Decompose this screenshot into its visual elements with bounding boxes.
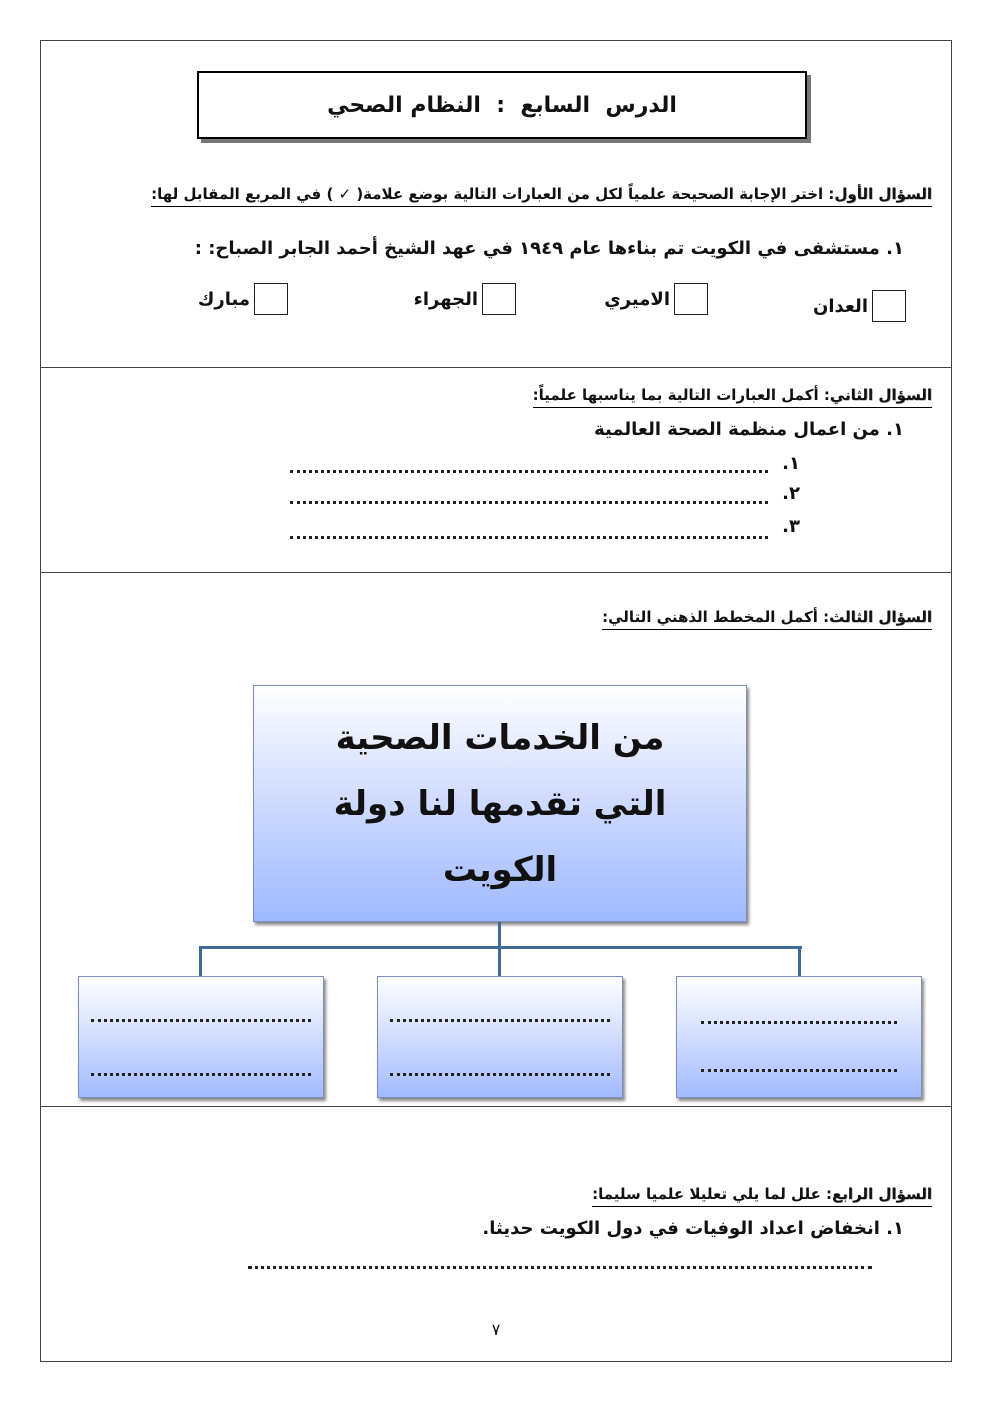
choice-alamiri[interactable] [604,283,708,315]
answer-number: ٣. [782,516,800,537]
section-divider [40,1106,952,1107]
connector [798,946,801,976]
mind-map-leaf[interactable] [676,976,922,1098]
q4-label: السؤال الرابع [832,1185,932,1203]
choice-aladan[interactable] [813,290,906,322]
q3-heading [602,608,932,630]
q1-heading [151,185,932,207]
checkbox[interactable] [674,283,708,315]
answer-line[interactable] [390,1019,610,1022]
checkbox[interactable] [482,283,516,315]
q1-instruction: : اختر الإجابة الصحيحة علمياً لكل من العبارات التالية بوضع علامة( ✓ ) في المربع المقابل لها: [151,185,835,203]
choice-label: العدان [812,295,868,317]
concept-line: الكويت [442,849,558,890]
answer-line[interactable] [290,470,768,473]
mind-map-leaf[interactable] [78,976,324,1098]
mind-map-leaf[interactable] [377,976,623,1098]
connector [498,922,501,948]
concept-line: التي تقدمها لنا دولة [333,783,667,824]
answer-line[interactable] [701,1021,897,1024]
q2-heading [533,386,932,408]
section-divider [40,367,952,368]
q2-instruction: : أكمل العبارات التالية بما يناسبها علمياً: [532,386,830,404]
choice-label: الجهراء [413,288,478,310]
choice-label: مبارك [197,288,250,310]
answer-line[interactable] [290,536,768,539]
q4-instruction: : علل لما يلي تعليلا علميا سليما: [592,1185,833,1203]
q2-item: ١. من اعمال منظمة الصحة العالمية [594,419,904,440]
mind-map-center [253,685,747,922]
section-divider [40,572,952,573]
answer-line[interactable] [390,1073,610,1076]
connector [199,946,202,976]
choice-aljahra[interactable] [414,283,516,315]
q4-item: ١. انخفاض اعداد الوفيات في دول الكويت حديثا. [482,1218,904,1239]
answer-line[interactable] [248,1266,872,1269]
answer-line[interactable] [91,1073,311,1076]
connector [498,946,501,976]
choice-mubarak[interactable] [198,283,288,315]
answer-number: ٢. [782,483,800,504]
page-number: ٧ [491,1320,501,1339]
q3-instruction: : أكمل المخطط الذهني التالي: [602,608,830,626]
q1-question: ١. مستشفى في الكويت تم بناءها عام ١٩٤٩ في عهد الشيخ أحمد الجابر الصباح: : [194,238,904,259]
answer-line[interactable] [290,501,768,504]
q3-label: السؤال الثالث [829,608,932,626]
answer-line[interactable] [91,1019,311,1022]
q2-label: السؤال الثاني [829,386,932,404]
checkbox[interactable] [254,283,288,315]
answer-number: ١. [782,453,800,474]
lesson-title: الدرس السابع : النظام الصحي [327,92,677,118]
q1-label: السؤال الأول [834,185,932,203]
checkbox[interactable] [872,290,906,322]
answer-line[interactable] [701,1069,897,1072]
q4-heading [592,1185,932,1207]
lesson-title-box [197,71,807,139]
choice-label: الاميري [604,288,670,310]
concept-line: من الخدمات الصحية [335,717,665,758]
